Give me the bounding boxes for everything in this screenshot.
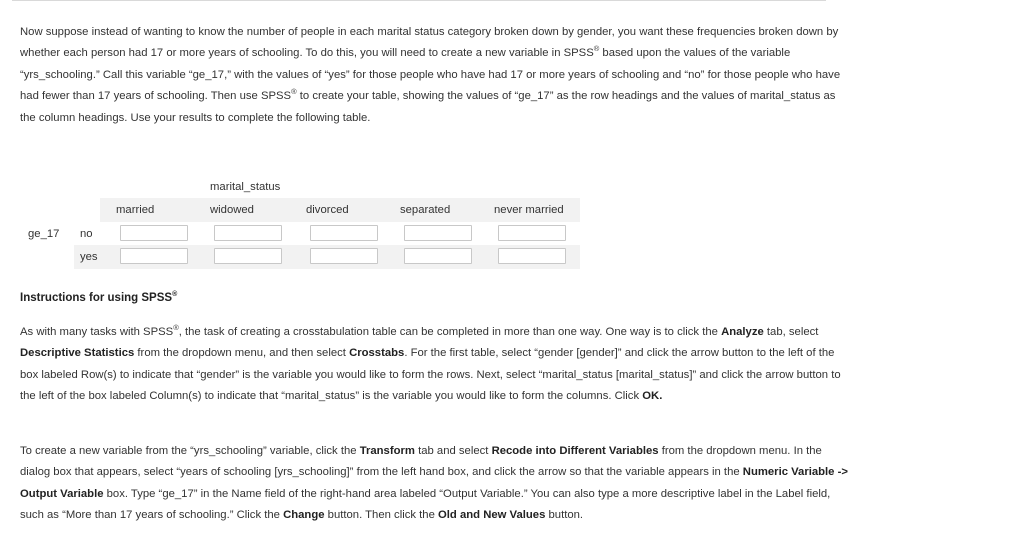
registered-mark: ® [172,291,178,299]
row-header-no: no [80,228,93,240]
answer-input-yes-divorced[interactable] [310,248,378,264]
registered-mark: ® [173,323,179,333]
instructions-paragraph-1 [20,322,848,408]
column-header-divorced: divorced [306,204,349,216]
intro-part-2: based upon the values of the variable “yrs_schooling.” Call this variable “ge_17,” with the values of “yes” for those people who have had 17 or more years of schooling and “no” for those people who have had fewer than 17 years of schooling. Then use SPSS [20,47,841,103]
column-header-never-married: never married [494,204,564,216]
row-variable-label: ge_17 [28,228,60,240]
answer-input-no-never-married[interactable] [498,225,566,241]
text-run: . For the first table, select “gender [gender]” and click the arrow button to the left of the box labeled Row(s) to indicate that “gender” is the variable you would like to form the rows. Next, select “marital_status [marital_status]” and click the arrow button to the left of the box labeled Column(s) to indicate that “marital_status” is the variable you would like to form the columns. Click [20,347,841,403]
instructions-paragraph-2 [20,441,848,527]
answer-input-yes-separated[interactable] [404,248,472,264]
old-and-new-values-term: Old and New Values [438,509,546,522]
instructions-heading-text: Instructions for using SPSS [20,292,173,304]
intro-part-1: Now suppose instead of wanting to know the number of people in each marital status category broken down by gender, you want these frequencies broken down by whether each person had 17 or more years of schooling. To do this, you will need to create a new variable in SPSS [20,26,839,60]
recode-term: Recode into Different Variables [491,445,659,457]
crosstabs-term: Crosstabs [349,347,405,360]
instructions-heading [20,292,177,304]
answer-input-yes-widowed[interactable] [214,248,282,264]
registered-mark: ® [593,44,600,54]
change-button-term: Change [283,509,325,522]
column-variable-label: marital_status [210,181,281,193]
column-header-widowed: widowed [210,204,254,216]
text-run: button. [545,509,584,522]
text-run: tab and select [414,445,492,457]
answer-input-no-married[interactable] [120,225,188,241]
text-run: , the task of creating a crosstabulation table can be completed in more than one way. One way is to click the [178,326,722,338]
text-run: from the dropdown menu. In the dialog box that appears, select “years of schooling [yrs_schooling]” from the left hand box, and click the arrow so that the variable appears in the [20,445,822,479]
transform-menu-term: Transform [359,445,415,457]
intro-part-3: to create your table, showing the values of “ge_17” as the row headings and the values of marital_status as the column headings. Use your results to complete the following table. [20,90,836,124]
text-run: button. Then click the [324,509,438,522]
intro-paragraph [20,22,848,129]
divider [12,0,826,1]
answer-input-no-widowed[interactable] [214,225,282,241]
registered-mark: ® [291,87,297,97]
ok-term: OK. [642,390,663,403]
analyze-menu-term: Analyze [721,326,764,338]
answer-input-yes-married[interactable] [120,248,188,264]
row-header-yes: yes [80,251,98,263]
descriptive-statistics-term: Descriptive Statistics [20,347,135,360]
text-run: As with many tasks with SPSS [20,326,174,338]
numeric-variable-term: Numeric Variable -> Output Variable [20,466,848,500]
text-run: To create a new variable from the “yrs_schooling” variable, click the [20,445,360,457]
answer-input-yes-never-married[interactable] [498,248,566,264]
intro-text [20,22,848,129]
answer-input-no-divorced[interactable] [310,225,378,241]
text-run: tab, select [763,326,819,338]
frequency-table [18,177,584,273]
text-run: from the dropdown menu, and then select [134,347,350,360]
answer-input-no-separated[interactable] [404,225,472,241]
column-header-married: married [116,204,155,216]
column-header-separated: separated [400,204,451,216]
text-run: box. Type “ge_17” in the Name field of the right-hand area labeled “Output Variable.” You can also type a more descriptive label in the Label field, such as “More than 17 years of schooling.” Click the [20,487,831,522]
